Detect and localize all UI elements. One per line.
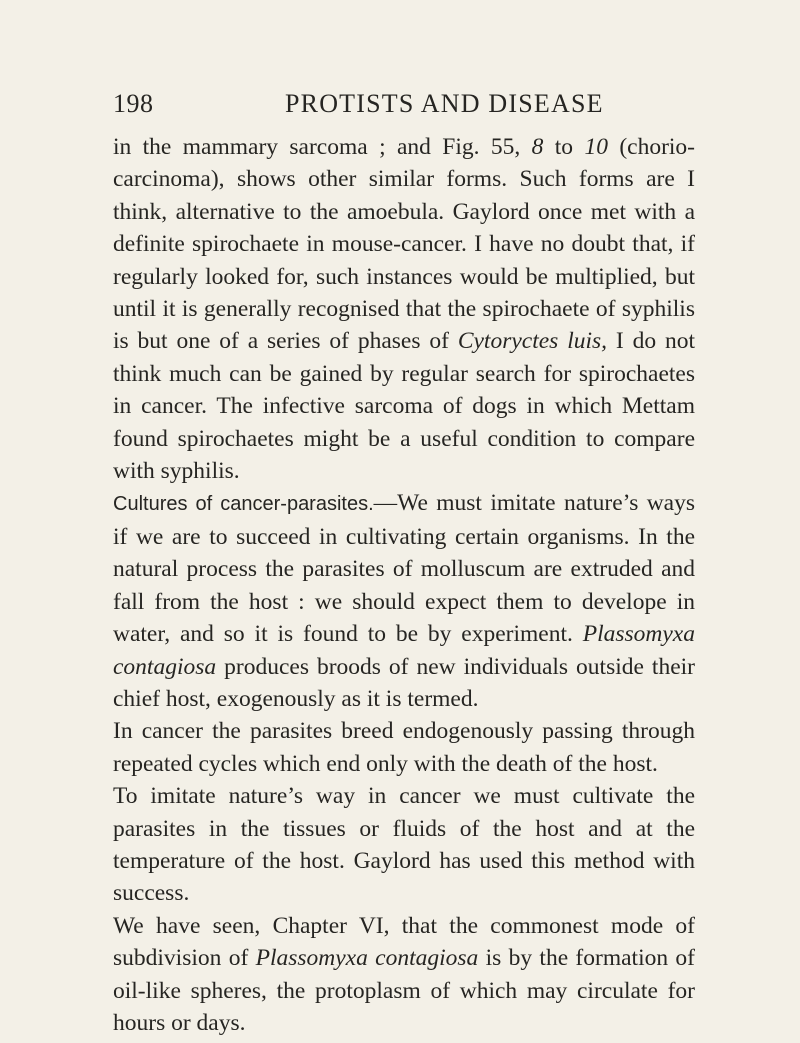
p2-species-name: Plassomyxa contagiosa [113, 621, 695, 680]
section-heading: Cultures of cancer-parasites. [113, 493, 374, 516]
paragraph-2 [113, 487, 695, 715]
page-number: 198 [113, 89, 154, 118]
p5-text-a: We have seen, Chapter VI, that the commonest mode of subdivision of [113, 912, 695, 972]
running-title: PROTISTS AND DISEASE [285, 89, 604, 118]
p1-fig-number-end: 10 [584, 134, 608, 160]
p5-text-c: is by the formation of oil-like spheres, the protoplasm of which may circulate for hours or days. [113, 945, 695, 1036]
page-header [113, 89, 693, 121]
p1-species-name: Cytoryctes luis, [457, 328, 608, 355]
paragraph-4: To imitate nature’s way in cancer we must cultivate the parasites in the tissues or fluids of the host and at the temperature of the host. Gaylord has used this method with success. [113, 783, 695, 907]
page-body [113, 131, 695, 1039]
p1-text-a: in the mammary sarcoma ; and Fig. 55, [113, 134, 532, 160]
p5-species-name: Plassomyxa contagiosa [255, 945, 479, 972]
p2-text-a: —We must imitate nature’s ways if we are to succeed in cultivating certain organisms. In the natural process the parasites of molluscum are extruded and fall from the host : we should expect them to develope in water, and so it is found to be by experiment. [113, 490, 695, 648]
paragraph-5 [113, 910, 695, 1040]
p1-text-g: I do not think much can be gained by regular search for spirochaetes in cancer. The infective sarcoma of dogs in which Mettam found spirochaetes might be a useful condition to compare with syphilis. [113, 328, 696, 485]
paragraph-1 [113, 131, 695, 487]
paragraph-3: In cancer the parasites breed endogenously passing through repeated cycles which end only with the death of the host. [113, 718, 695, 777]
p1-text-e: (chorio-carcinoma), shows other similar forms. Such forms are I think, alternative to the amoebula. Gaylord once met with a definite spirochaete in mouse-cancer. I have no doubt that, if regularly looked for, such instances would be multiplied, but until it is generally recognised that the spirochaete of syphilis is but one of a series of phases of [113, 134, 696, 355]
p1-text-c: to [543, 134, 585, 160]
p2-text-c: produces broods of new individuals outside their chief host, exogenously as it is termed. [113, 653, 695, 712]
p1-fig-number-start: 8 [531, 134, 544, 160]
